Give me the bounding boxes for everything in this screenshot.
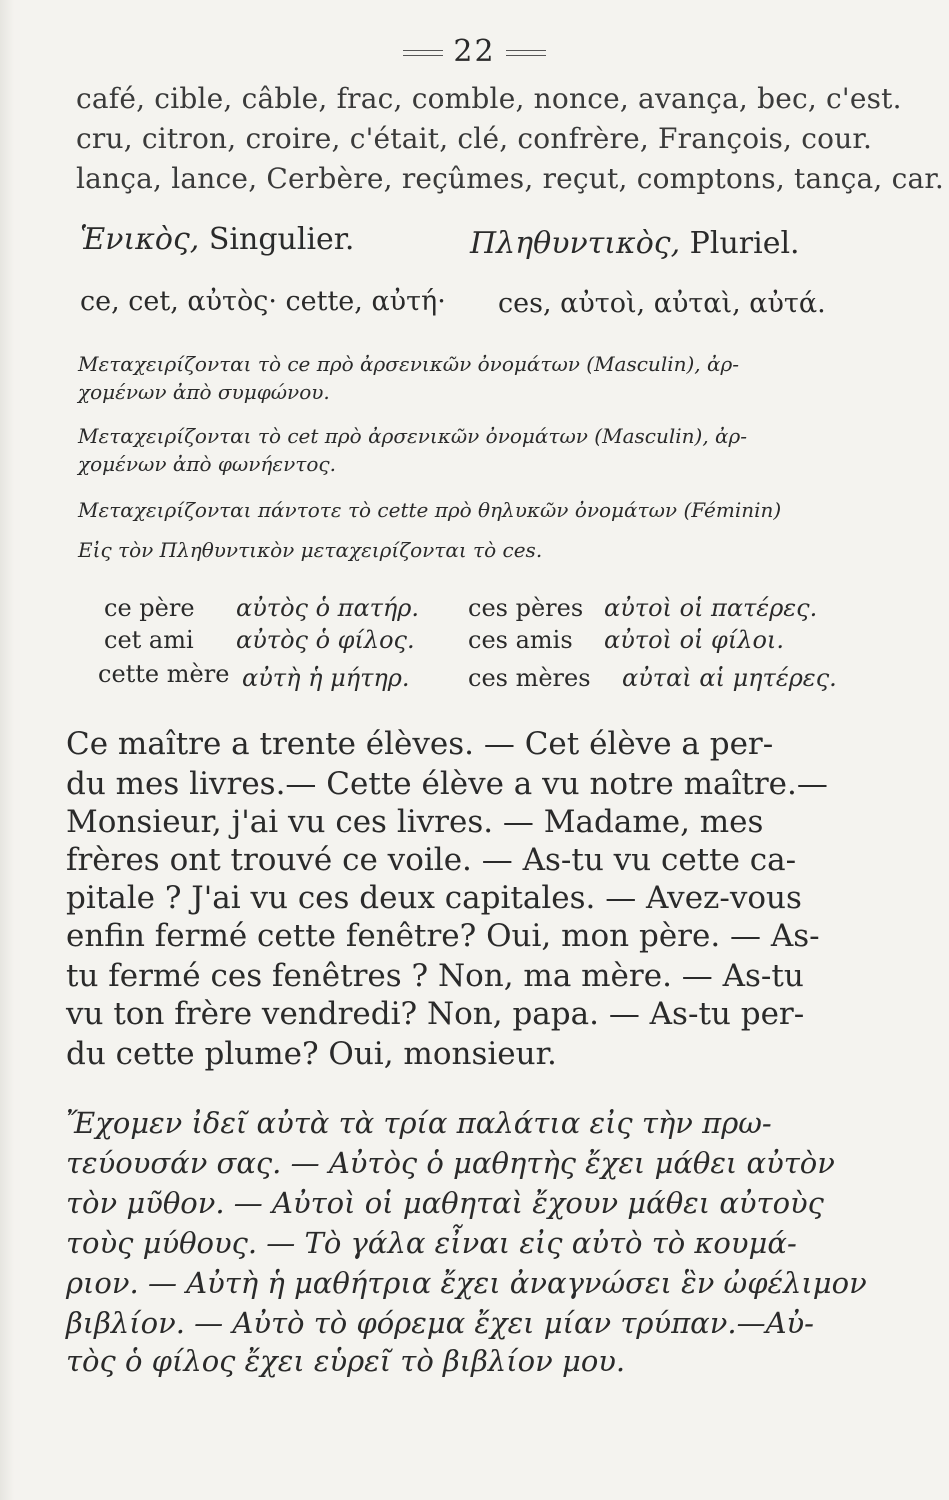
example-3-fr-singular: cette mère xyxy=(98,660,230,688)
french-paragraph-line-7: tu fermé ces fenêtres ? Non, ma mère. — As-tu xyxy=(66,958,804,994)
example-1-fr-singular: ce père xyxy=(104,594,195,622)
greek-paragraph-line-6: βιβλίον. — Αὐτὸ τὸ φόρεμα ἔχει μίαν τρύπαν.—Αὐ- xyxy=(66,1306,814,1340)
rule-line-5: Μεταχειρίζονται πάντοτε τὸ cette πρὸ θηλυκῶν ὀνομάτων (Féminin) xyxy=(78,498,782,522)
french-paragraph-line-9: du cette plume? Oui, monsieur. xyxy=(66,1036,557,1072)
singular-heading-french: Singulier. xyxy=(208,222,355,257)
french-paragraph-line-6: enfin fermé cette fenêtre? Oui, mon père. — As- xyxy=(66,918,820,954)
greek-paragraph-line-3: τὸν μῦθον. — Αὐτοὶ οἱ μαθηταὶ ἔχουν μάθει αὐτοὺς xyxy=(66,1186,824,1220)
header-rule-left xyxy=(403,50,443,56)
plural-forms: ces, αὐτοὶ, αὐταὶ, αὐτά. xyxy=(498,288,826,319)
page-number-header xyxy=(0,34,949,69)
example-2-gr-plural: αὐτοὶ οἱ φίλοι. xyxy=(604,626,784,654)
french-paragraph-line-3: Monsieur, j'ai vu ces livres. — Madame, mes xyxy=(66,804,764,840)
header-rule-right xyxy=(506,50,546,56)
intro-line-2: cru, citron, croire, c'était, clé, confrère, François, cour. xyxy=(76,122,873,155)
french-paragraph-line-2: du mes livres.— Cette élève a vu notre maître.— xyxy=(66,766,828,802)
example-3-fr-plural: ces mères xyxy=(468,664,591,692)
singular-heading-greek: Ἑνικὸς, xyxy=(80,222,200,257)
singular-forms: ce, cet, αὐτὸς· cette, αὐτή· xyxy=(80,286,446,317)
intro-line-3: lança, lance, Cerbère, reçûmes, reçut, comptons, tança, car. xyxy=(76,162,944,195)
scan-edge-shadow xyxy=(0,0,14,1500)
greek-paragraph-line-2: τεύουσάν σας. — Αὐτὸς ὁ μαθητὴς ἔχει μάθει αὐτὸν xyxy=(66,1146,835,1180)
rule-line-3: Μεταχειρίζονται τὸ cet πρὸ ἀρσενικῶν ὀνομάτων (Masculin), ἀρ- xyxy=(78,424,748,448)
example-1-gr-plural: αὐτοὶ οἱ πατέρες. xyxy=(604,594,818,622)
singular-heading xyxy=(80,222,354,257)
page-number: 22 xyxy=(453,34,496,69)
plural-heading-greek: Πληθυντικὸς, xyxy=(470,226,681,261)
example-2-fr-plural: ces amis xyxy=(468,626,573,654)
example-3-gr-plural: αὐταὶ αἱ μητέρες. xyxy=(622,664,837,692)
example-2-gr-singular: αὐτὸς ὁ φίλος. xyxy=(236,626,415,654)
french-paragraph-line-1: Ce maître a trente élèves. — Cet élève a per- xyxy=(66,726,774,762)
greek-paragraph-line-7: τὸς ὁ φίλος ἔχει εὑρεῖ τὸ βιβλίον μου. xyxy=(66,1344,626,1378)
french-paragraph-line-5: pitale ? J'ai vu ces deux capitales. — Avez-vous xyxy=(66,880,802,916)
french-paragraph-line-8: vu ton frère vendredi? Non, papa. — As-tu per- xyxy=(66,996,805,1032)
intro-line-1: café, cible, câble, frac, comble, nonce, avança, bec, c'est. xyxy=(76,82,902,115)
plural-heading xyxy=(470,226,800,261)
rule-line-4: χομένων ἀπὸ φωνήεντος. xyxy=(78,452,336,476)
example-1-gr-singular: αὐτὸς ὁ πατήρ. xyxy=(236,594,420,622)
rule-line-1: Μεταχειρίζονται τὸ ce πρὸ ἀρσενικῶν ὀνομάτων (Masculin), ἀρ- xyxy=(78,352,740,376)
french-paragraph-line-4: frères ont trouvé ce voile. — As-tu vu cette ca- xyxy=(66,842,797,878)
greek-paragraph-line-5: ριον. — Αὐτὴ ἡ μαθήτρια ἔχει ἀναγνώσει ἓν ὠφέλιμον xyxy=(66,1266,867,1300)
greek-paragraph-line-1: Ἔχομεν ἰδεῖ αὐτὰ τὰ τρία παλάτια εἰς τὴν πρω- xyxy=(66,1106,772,1140)
rule-line-6: Εἰς τὸν Πληθυντικὸν μεταχειρίζονται τὸ ces. xyxy=(78,538,543,562)
plural-heading-french: Pluriel. xyxy=(689,226,800,261)
example-2-fr-singular: cet ami xyxy=(104,626,194,654)
example-1-fr-plural: ces pères xyxy=(468,594,584,622)
greek-paragraph-line-4: τοὺς μύθους. — Τὸ γάλα εἶναι εἰς αὐτὸ τὸ κουμά- xyxy=(66,1226,797,1260)
example-3-gr-singular: αὐτὴ ἡ μήτηρ. xyxy=(242,664,410,692)
rule-line-2: χομένων ἀπὸ συμφώνου. xyxy=(78,380,330,404)
